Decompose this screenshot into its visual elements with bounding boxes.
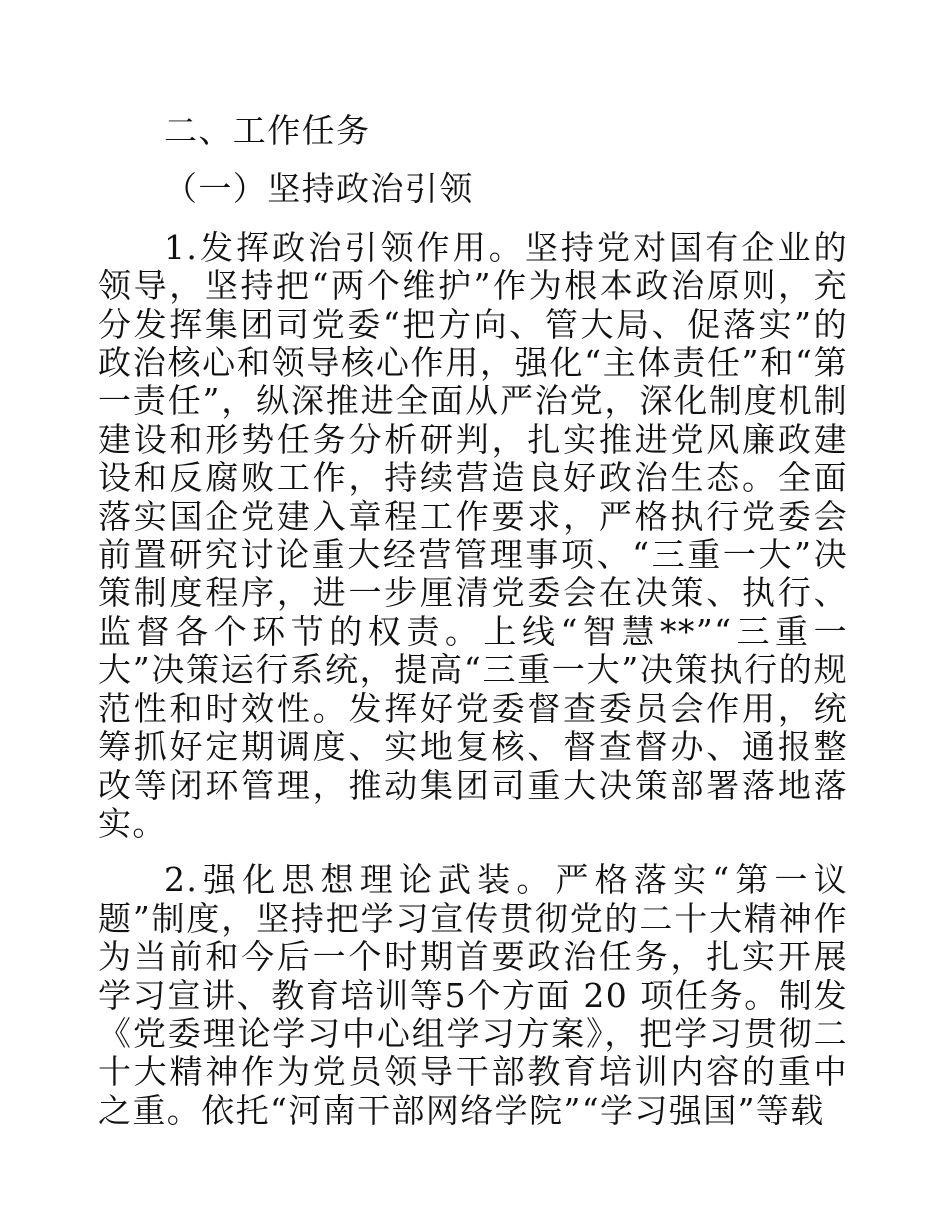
document-body: [98, 112, 848, 1130]
paragraph-political-leadership: 1.发挥政治引领作用。坚持党对国有企业的领导，坚持把“两个维护”作为根本政治原则，充分发挥集团司党委“把方向、管大局、促落实”的政治核心和领导核心作用，强化“主体责任”和“第一责任”，纵深推进全面从严治党，深化制度机制建设和形势任务分析研判，扎实推进党风廉政建设和反腐败工作，持续营造良好政治生态。全面落实国企党建入章程工作要求，严格执行党委会前置研究讨论重大经营管理事项、“三重一大”决策制度程序，进一步厘清党委会在决策、执行、监督各个环节的权责。上线“智慧**”“三重一大”决策运行系统，提高“三重一大”决策执行的规范性和时效性。发挥好党委督查委员会作用，统筹抓好定期调度、实地复核、督查督办、通报整改等闭环管理，推动集团司重大决策部署落地落实。: [98, 227, 848, 843]
subsection-heading: （一）坚持政治引领: [164, 169, 474, 209]
section-heading: 二、工作任务: [164, 111, 371, 150]
paragraph-theory-study: 2.强化思想理论武装。严格落实“第一议题”制度，坚持把学习宣传贯彻党的二十大精神作为当前和今后一个时期首要政治任务，扎实开展学习宣讲、教育培训等5个方面 20 项任务。制发《党委理论学习中心组学习方案》，把学习贯彻二十大精神作为党员领导干部教育培训内容的重中之重。依托“河南干部网络学院”“学习强国”等载: [98, 860, 848, 1130]
